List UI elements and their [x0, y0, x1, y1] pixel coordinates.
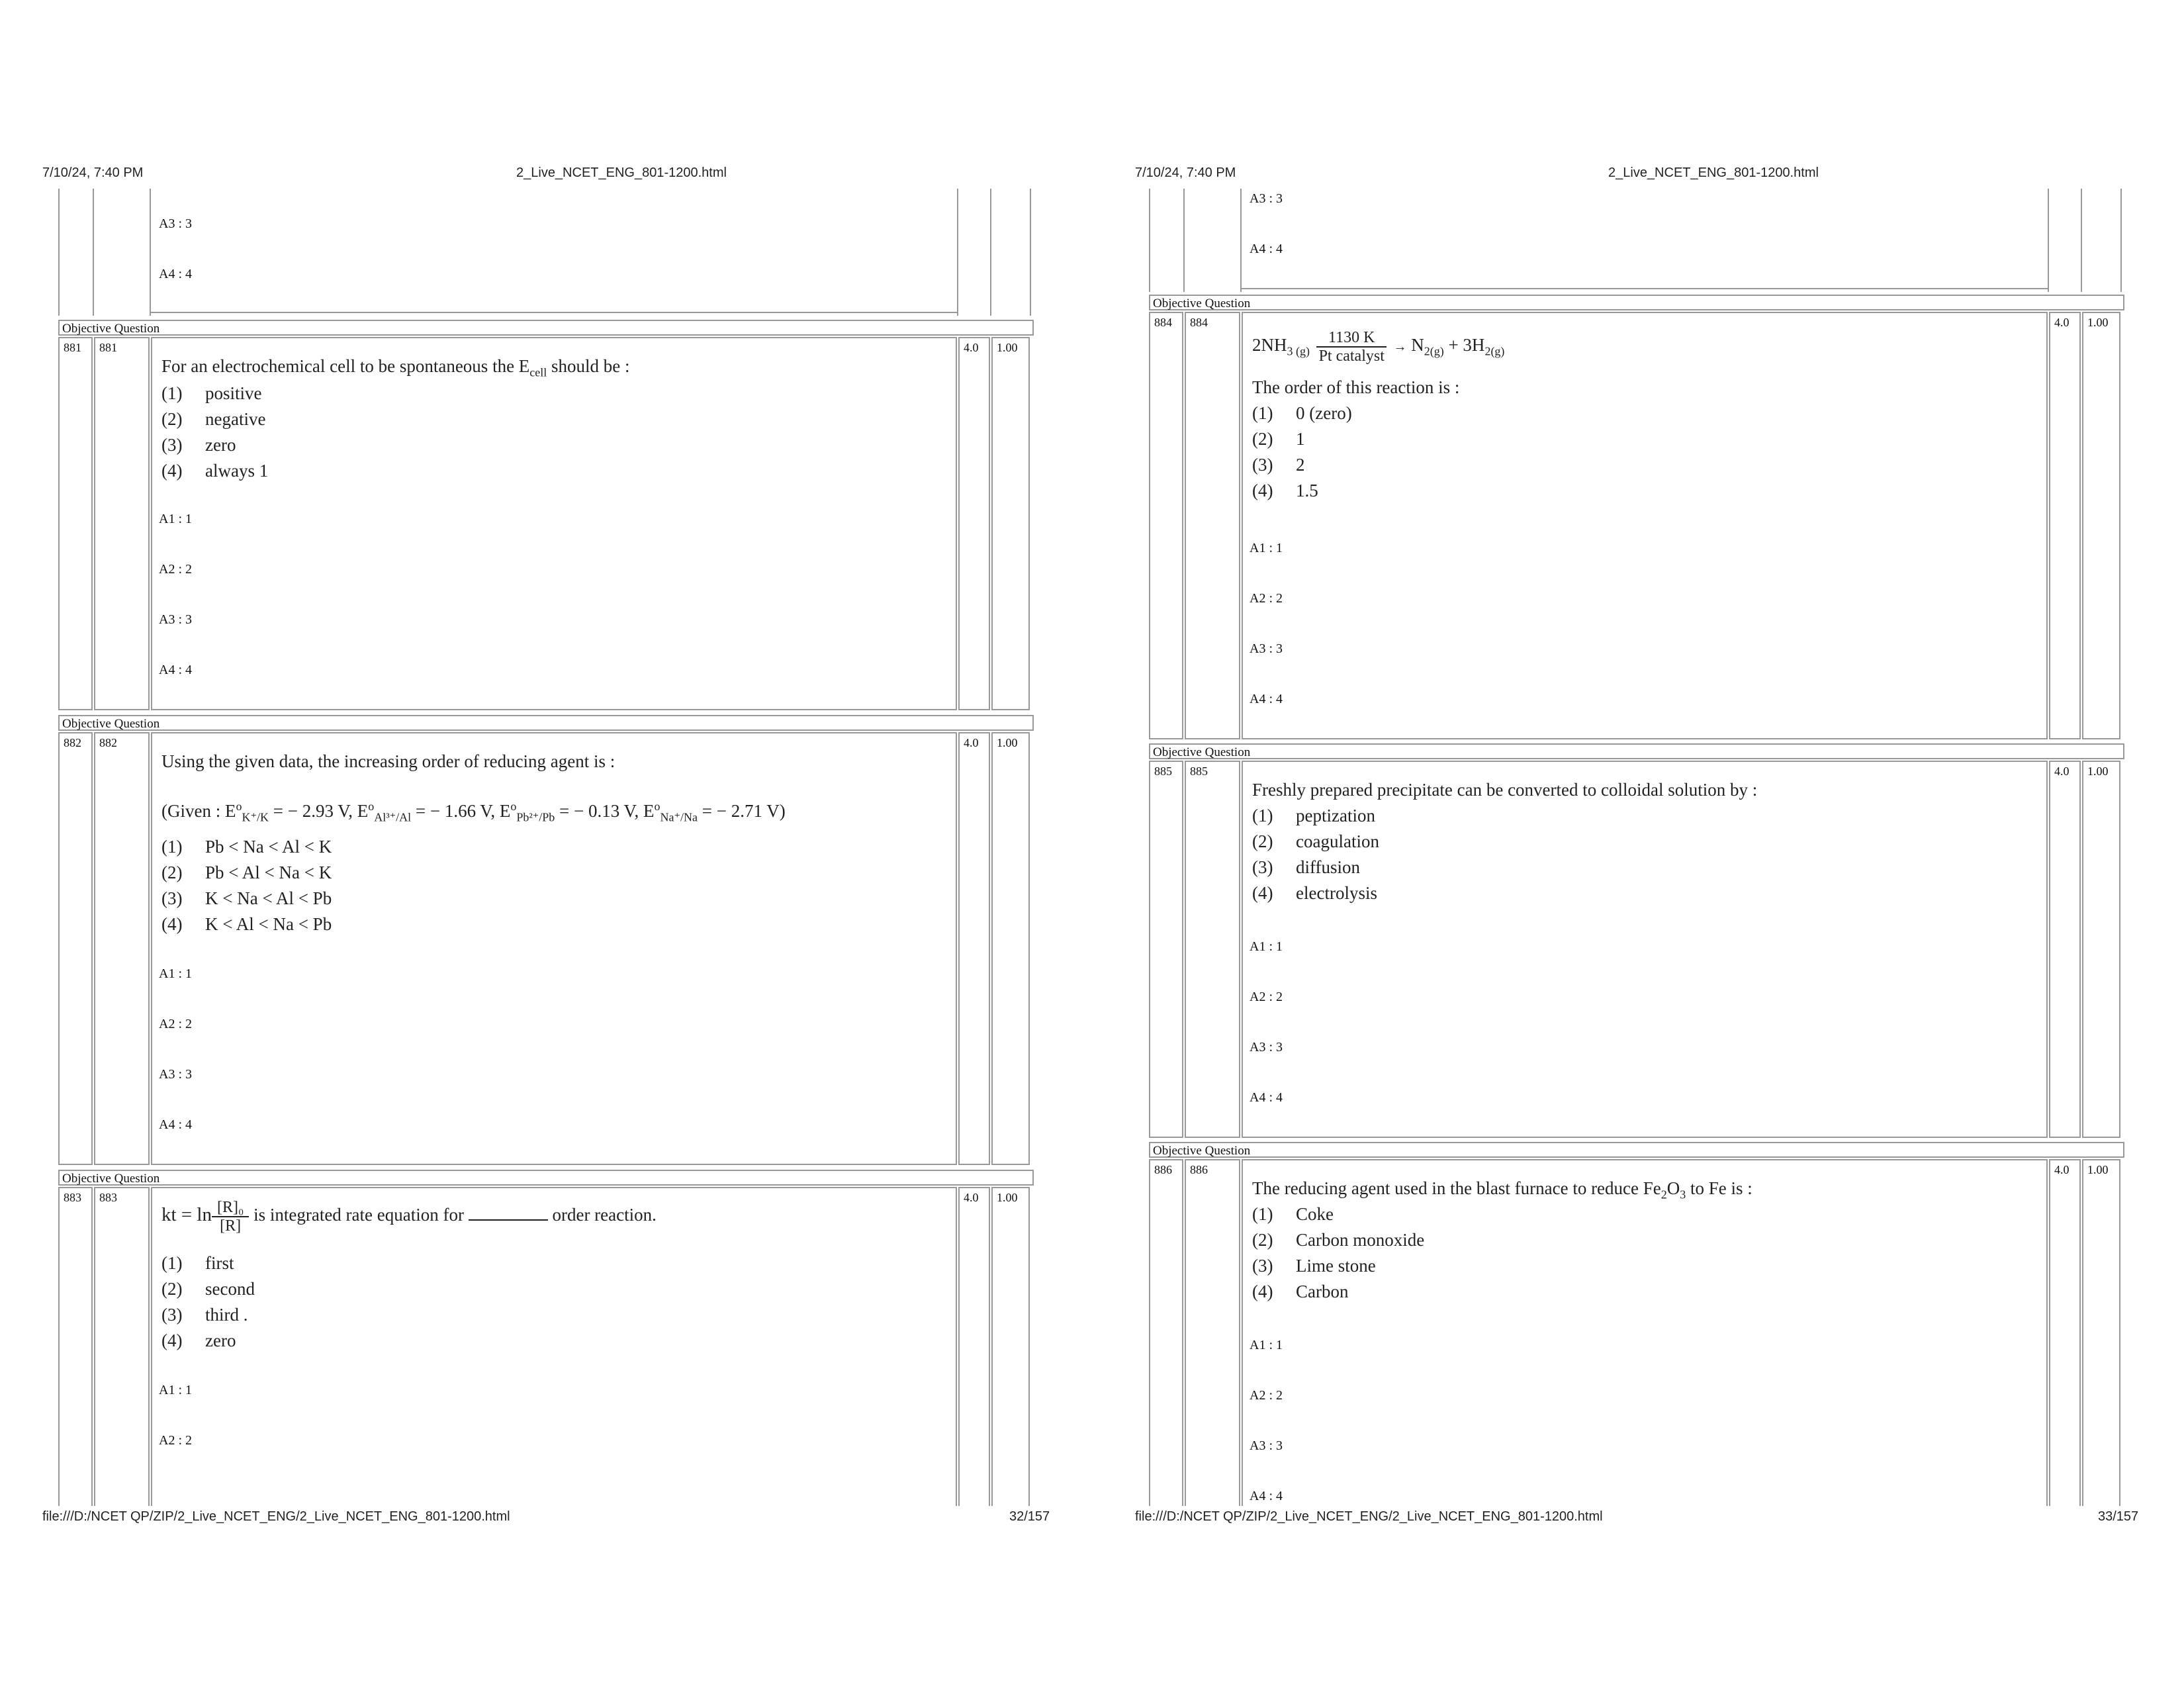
footer-page-number: 33/157 [2098, 1509, 2139, 1524]
option-4: (4) electrolysis [1252, 883, 1377, 903]
negative-marks: 1.00 [997, 341, 1018, 354]
option-3: (3) 2 [1252, 455, 1305, 475]
options-list [1252, 803, 1379, 906]
answer-option: A2 : 2 [1250, 591, 1283, 606]
header-datetime: 7/10/24, 7:40 PM [42, 165, 144, 180]
answer-option: A1 : 1 [1250, 541, 1283, 555]
option-2: (2) 1 [1252, 429, 1305, 449]
question-number: 886 [1154, 1163, 1172, 1176]
answer-option: A4 : 4 [159, 267, 192, 281]
question-id: 884 [1190, 316, 1208, 329]
negative-marks: 1.00 [2087, 765, 2109, 778]
section-label: Objective Question [1149, 295, 2124, 310]
question-body [151, 337, 957, 710]
footer-path: file:///D:/NCET QP/ZIP/2_Live_NCET_ENG/2_Live_NCET_ENG_801-1200.html [1135, 1509, 1603, 1524]
question-id: 882 [99, 736, 117, 749]
option-4: (4) Carbon [1252, 1282, 1349, 1301]
answer-option: A2 : 2 [159, 1017, 192, 1031]
answer-option: A2 : 2 [159, 1433, 192, 1448]
marks: 4.0 [2054, 765, 2070, 778]
options-list [1252, 400, 1352, 504]
marks: 4.0 [2054, 316, 2070, 329]
question-stem: Using the given data, the increasing order of reducing agent is : [161, 751, 615, 771]
answer-option: A1 : 1 [159, 512, 192, 526]
option-2: (2) coagulation [1252, 831, 1379, 851]
question-number: 881 [64, 341, 81, 354]
answer-option: A3 : 3 [1250, 191, 1283, 206]
options-list [161, 381, 268, 484]
marks: 4.0 [2054, 1163, 2070, 1176]
reaction-arrow: $\frac{1130 K}{\text{Pt catalyst}}$ [1316, 329, 1387, 365]
question-885 [1148, 743, 2124, 1138]
option-1: (1) first [161, 1253, 234, 1273]
option-1: (1) Pb < Na < Al < K [161, 837, 332, 857]
question-id: 885 [1190, 765, 1208, 778]
reaction-equation: $2NH_{3 (g)}$ $\frac{1130 K}{\text{Pt catalyst}}$ → $N_{2(g)} + 3H_{2(g)}$ [1252, 329, 1505, 365]
option-4: (4) 1.5 [1252, 481, 1318, 500]
section-label: Objective Question [58, 715, 1034, 731]
question-stem: kt = ln $\frac{\text{[R]₀}}{[R]}$ is integrated rate equation for order reaction. [161, 1199, 657, 1235]
header-title: 2_Live_NCET_ENG_801-1200.html [1608, 165, 1819, 180]
option-3: (3) diffusion [1252, 857, 1361, 877]
option-3: (3) Lime stone [1252, 1256, 1376, 1276]
header-datetime: 7/10/24, 7:40 PM [1135, 165, 1236, 180]
answer-option: A2 : 2 [1250, 990, 1283, 1004]
section-label: Objective Question [58, 1170, 1034, 1186]
question-id: 886 [1190, 1163, 1208, 1176]
question-884 [1148, 295, 2124, 739]
option-3: (3) zero [161, 435, 236, 455]
marks: 4.0 [964, 1191, 979, 1204]
marks: 4.0 [964, 736, 979, 749]
section-label: Objective Question [1149, 1142, 2124, 1158]
question-id: 883 [99, 1191, 117, 1204]
options-list [161, 1250, 255, 1354]
question-stem: The order of this reaction is : [1252, 377, 1460, 397]
answer-option: A4 : 4 [1250, 242, 1283, 256]
given-data: (Given : $E^o_{K^+/K}$ = − 2.93 V, $E^o_{Al^{3+}/Al}$ = − 1.66 V, $E^o_{Pb^{2+}/Pb}$ = − 0.13 V, $E^o_{Na^+/Na}$ = − 2.71 V) [161, 800, 786, 824]
answer-option: A4 : 4 [159, 663, 192, 677]
answer-option: A4 : 4 [159, 1117, 192, 1132]
option-2: (2) negative [161, 409, 266, 429]
option-4: (4) zero [161, 1331, 236, 1350]
section-label: Objective Question [58, 320, 1034, 336]
question-body [151, 1187, 957, 1506]
footer-path: file:///D:/NCET QP/ZIP/2_Live_NCET_ENG/2_Live_NCET_ENG_801-1200.html [42, 1509, 510, 1524]
negative-marks: 1.00 [997, 1191, 1018, 1204]
option-1: (1) positive [161, 383, 262, 403]
answer-option: A1 : 1 [1250, 939, 1283, 954]
question-881 [57, 320, 1034, 710]
answer-option: A1 : 1 [159, 1383, 192, 1397]
answer-option: A4 : 4 [1250, 692, 1283, 706]
question-stem: For an electrochemical cell to be spontaneous the $E_{cell}$ should be : [161, 356, 630, 379]
option-1: (1) peptization [1252, 806, 1375, 825]
question-883 [57, 1170, 1034, 1506]
question-number: 885 [1154, 765, 1172, 778]
options-list [161, 834, 332, 937]
answer-option: A3 : 3 [159, 216, 192, 231]
question-stem: Freshly prepared precipitate can be converted to colloidal solution by : [1252, 780, 1758, 800]
option-2: (2) Carbon monoxide [1252, 1230, 1425, 1250]
answer-option: A3 : 3 [1250, 641, 1283, 656]
negative-marks: 1.00 [997, 736, 1018, 749]
section-label: Objective Question [1149, 743, 2124, 759]
option-4: (4) always 1 [161, 461, 269, 481]
footer-page-number: 32/157 [1009, 1509, 1050, 1524]
question-882 [57, 715, 1034, 1165]
negative-marks: 1.00 [2087, 1163, 2109, 1176]
question-886 [1148, 1142, 2124, 1506]
answer-option: A2 : 2 [1250, 1388, 1283, 1403]
answer-option: A1 : 1 [1250, 1338, 1283, 1352]
question-number: 882 [64, 736, 81, 749]
option-2: (2) Pb < Al < Na < K [161, 863, 332, 882]
fraction: $\frac{\text{[R]₀}}{[R]}$ [212, 1199, 249, 1235]
answer-option: A4 : 4 [1250, 1489, 1283, 1503]
header-title: 2_Live_NCET_ENG_801-1200.html [516, 165, 727, 180]
option-3: (3) third . [161, 1305, 248, 1325]
question-table [1148, 189, 2124, 1506]
question-continuation [1148, 189, 2124, 292]
option-1: (1) Coke [1252, 1204, 1334, 1224]
answer-option: A3 : 3 [1250, 1438, 1283, 1453]
marks: 4.0 [964, 341, 979, 354]
negative-marks: 1.00 [2087, 316, 2109, 329]
question-table [57, 189, 1034, 1506]
option-4: (4) K < Al < Na < Pb [161, 914, 332, 934]
options-list [1252, 1201, 1424, 1305]
question-continuation [57, 189, 1034, 316]
option-1: (1) 0 (zero) [1252, 403, 1352, 423]
right-page [1092, 0, 2184, 1688]
blank-line [469, 1219, 548, 1221]
answer-option: A3 : 3 [159, 612, 192, 627]
answer-option: A1 : 1 [159, 966, 192, 981]
answer-option: A3 : 3 [1250, 1040, 1283, 1055]
question-number: 884 [1154, 316, 1172, 329]
answer-option: A2 : 2 [159, 562, 192, 577]
question-stem: The reducing agent used in the blast furnace to reduce $Fe_2O_3$ to Fe is : [1252, 1178, 1752, 1201]
option-2: (2) second [161, 1279, 255, 1299]
question-id: 881 [99, 341, 117, 354]
option-3: (3) K < Na < Al < Pb [161, 888, 332, 908]
question-number: 883 [64, 1191, 81, 1204]
answer-option: A3 : 3 [159, 1067, 192, 1082]
answer-option: A4 : 4 [1250, 1090, 1283, 1105]
